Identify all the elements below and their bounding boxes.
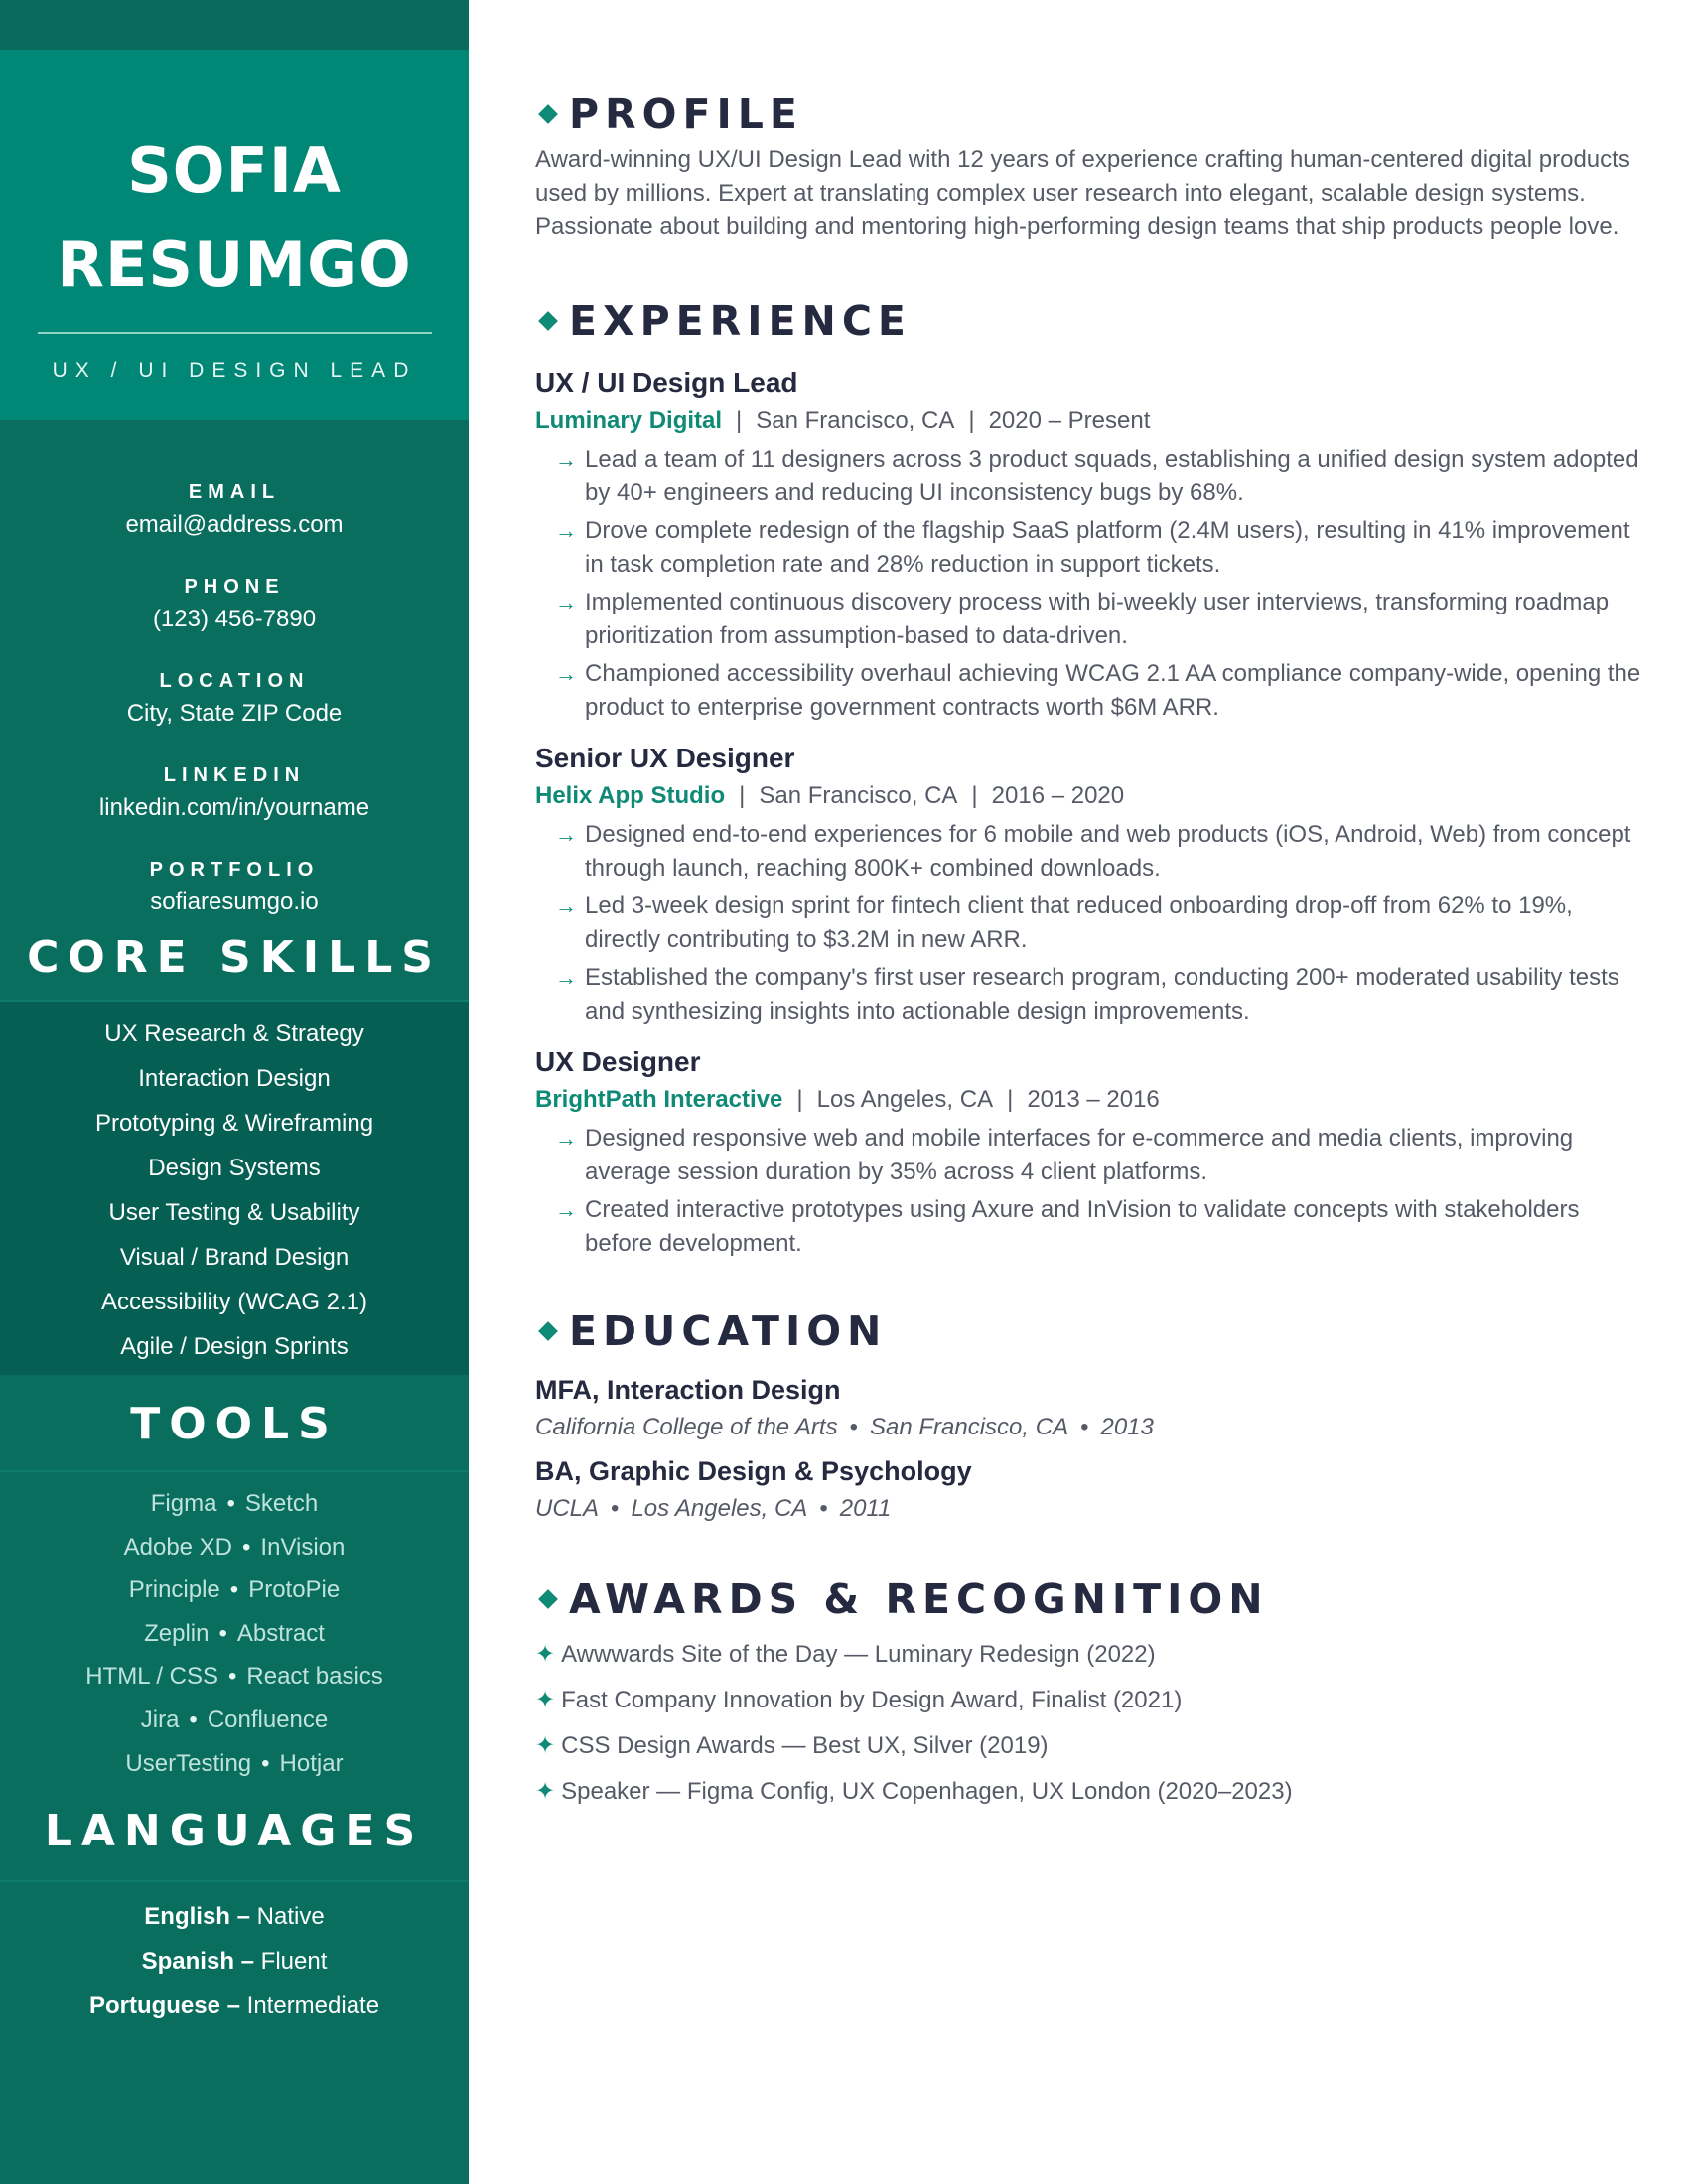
bullet-item xyxy=(535,818,1647,886)
graduation-year: 2011 xyxy=(839,1495,892,1522)
profile-section xyxy=(535,0,1647,244)
bullet-item xyxy=(535,889,1647,957)
skill-item: Prototyping & Wireframing xyxy=(94,1110,374,1137)
tool-name: Zeplin xyxy=(144,1619,210,1647)
meta-separator: | xyxy=(968,407,975,434)
bullet-text: Established the company's first user research program, conducting 200+ moderated usability tests and synthesizing insights into actionable design improvements. xyxy=(585,964,1619,1024)
tools-heading: TOOLS xyxy=(130,1399,339,1449)
arrow-right-icon: → xyxy=(555,518,577,543)
job-entry xyxy=(535,363,1647,725)
meta-separator: | xyxy=(736,407,743,434)
tool-separator: • xyxy=(229,1576,239,1604)
job-bullets xyxy=(535,818,1647,1028)
tool-name: Confluence xyxy=(207,1706,329,1733)
contact-linkedin xyxy=(0,763,469,824)
award-text: Speaker — Figma Config, UX Copenhagen, UX London (2020–2023) xyxy=(561,1778,1293,1805)
tool-name: React basics xyxy=(246,1663,383,1691)
job-entry xyxy=(535,1042,1647,1261)
award-item xyxy=(535,1632,1647,1678)
language-level: Intermediate xyxy=(246,1992,380,2020)
skill-item: User Testing & Usability xyxy=(108,1199,360,1226)
tool-name: HTML / CSS xyxy=(85,1663,218,1691)
location-value: City, State ZIP Code xyxy=(126,700,343,727)
school-location: San Francisco, CA xyxy=(870,1414,1069,1440)
bullet-text: Led 3-week design sprint for fintech client that reduced onboarding drop-off from 62% to 19%, directly contributing to $3.2M in new ARR. xyxy=(585,892,1573,953)
skill-item: UX Research & Strategy xyxy=(104,1021,364,1047)
profile-heading: PROFILE xyxy=(569,90,803,138)
experience-heading: EXPERIENCE xyxy=(569,297,912,344)
languages-list xyxy=(0,1882,469,2028)
arrow-right-icon: → xyxy=(555,1126,577,1151)
job-dates: 2016 – 2020 xyxy=(991,782,1125,809)
contact-section xyxy=(0,420,469,918)
core-skills-list xyxy=(0,1002,469,1375)
tool-name: Principle xyxy=(128,1576,220,1604)
meta-separator: | xyxy=(739,782,746,809)
section-heading xyxy=(535,89,1647,139)
info-separator: • xyxy=(611,1495,620,1522)
awards-list xyxy=(535,1632,1647,1815)
name-divider xyxy=(38,332,432,334)
language-name: Portuguese – xyxy=(88,1992,240,2020)
arrow-right-icon: → xyxy=(555,1197,577,1222)
education-section xyxy=(535,1306,1647,1527)
job-meta xyxy=(535,778,1647,814)
contact-label: PORTFOLIO xyxy=(149,859,320,881)
contact-label: LINKEDIN xyxy=(163,764,306,786)
education-info xyxy=(535,1410,1647,1445)
education-entry xyxy=(535,1451,1647,1527)
tool-name: InVision xyxy=(260,1533,346,1561)
bullet-item xyxy=(535,657,1647,725)
sparkle-icon: ✦ xyxy=(535,1687,556,1713)
linkedin-link[interactable]: linkedin.com/in/yourname xyxy=(98,794,370,821)
job-meta xyxy=(535,1082,1647,1118)
tools-list xyxy=(0,1472,469,1785)
main-content xyxy=(535,0,1647,1815)
award-text: Fast Company Innovation by Design Award, Finalist (2021) xyxy=(561,1687,1183,1713)
contact-portfolio xyxy=(0,858,469,918)
diamond-icon xyxy=(538,1589,558,1609)
sparkle-icon: ✦ xyxy=(535,1778,556,1805)
portfolio-link[interactable]: sofiaresumgo.io xyxy=(150,888,319,915)
job-location: San Francisco, CA xyxy=(759,782,958,809)
contact-label: EMAIL xyxy=(188,481,281,503)
award-item xyxy=(535,1678,1647,1723)
language-item xyxy=(0,1983,469,2028)
tool-row xyxy=(0,1569,469,1612)
skill-item: Interaction Design xyxy=(138,1065,331,1092)
job-entry xyxy=(535,739,1647,1028)
job-title: UX Designer xyxy=(535,1046,701,1077)
bullet-item xyxy=(535,1193,1647,1261)
bullet-item xyxy=(535,1122,1647,1189)
sidebar-top-band xyxy=(0,0,469,50)
skill-item: Accessibility (WCAG 2.1) xyxy=(100,1289,368,1315)
tool-separator: • xyxy=(218,1619,227,1647)
job-location: Los Angeles, CA xyxy=(816,1086,994,1113)
award-item xyxy=(535,1723,1647,1769)
tool-row xyxy=(0,1482,469,1526)
tool-name: UserTesting xyxy=(125,1749,252,1777)
job-meta xyxy=(535,403,1647,439)
contact-phone xyxy=(0,575,469,635)
language-name: Spanish – xyxy=(141,1948,254,1976)
section-heading xyxy=(535,1306,1647,1356)
meta-separator: | xyxy=(1007,1086,1014,1113)
job-bullets xyxy=(535,443,1647,725)
info-separator: • xyxy=(819,1495,828,1522)
tool-name: Figma xyxy=(150,1490,217,1517)
tool-row xyxy=(0,1526,469,1570)
tool-row xyxy=(0,1612,469,1656)
meta-separator: | xyxy=(796,1086,803,1113)
language-level: Fluent xyxy=(260,1948,328,1976)
awards-heading: AWARDS & RECOGNITION xyxy=(569,1575,1269,1623)
contact-email xyxy=(0,480,469,541)
award-text: CSS Design Awards — Best UX, Silver (2019) xyxy=(561,1732,1049,1759)
info-separator: • xyxy=(1080,1414,1089,1440)
tool-name: Sketch xyxy=(244,1490,319,1517)
job-dates: 2013 – 2016 xyxy=(1027,1086,1160,1113)
bullet-text: Designed responsive web and mobile interfaces for e-commerce and media clients, improving average session duration by 35% across 4 client platforms. xyxy=(585,1125,1574,1185)
education-heading: EDUCATION xyxy=(569,1307,888,1355)
skill-item: Design Systems xyxy=(148,1155,321,1181)
job-headline: UX / UI DESIGN LEAD xyxy=(52,359,417,382)
education-entry xyxy=(535,1370,1647,1445)
name-first: SOFIA xyxy=(127,134,342,206)
bullet-text: Championed accessibility overhaul achieving WCAG 2.1 AA compliance company-wide, opening the product to enterprise government contracts worth $6M ARR. xyxy=(585,660,1641,721)
tool-separator: • xyxy=(226,1490,235,1517)
award-text: Awwwards Site of the Day — Luminary Redesign (2022) xyxy=(561,1641,1156,1668)
diamond-icon xyxy=(538,311,558,331)
sparkle-icon: ✦ xyxy=(535,1641,556,1668)
bullet-item xyxy=(535,586,1647,653)
degree-title: BA, Graphic Design & Psychology xyxy=(535,1456,972,1486)
arrow-right-icon: → xyxy=(555,447,577,472)
arrow-right-icon: → xyxy=(555,661,577,686)
company-name: BrightPath Interactive xyxy=(535,1086,783,1113)
tool-name: Abstract xyxy=(236,1619,325,1647)
contact-location xyxy=(0,669,469,730)
school-name: California College of the Arts xyxy=(535,1414,838,1440)
language-level: Native xyxy=(256,1903,325,1931)
bullet-text: Implemented continuous discovery process with bi-weekly user interviews, transforming roadmap prioritization from assumption-based to data-driven. xyxy=(585,589,1610,649)
bullet-text: Lead a team of 11 designers across 3 product squads, establishing a unified design system adopted by 40+ engineers and reducing UI inconsistency bugs by 68%. xyxy=(585,446,1639,506)
company-name: Helix App Studio xyxy=(535,782,726,809)
tool-row xyxy=(0,1742,469,1786)
tool-separator: • xyxy=(228,1663,237,1691)
language-item xyxy=(0,1939,469,1983)
tool-name: Jira xyxy=(140,1706,180,1733)
tool-separator: • xyxy=(242,1533,251,1561)
skill-item: Agile / Design Sprints xyxy=(120,1333,349,1360)
tool-row xyxy=(0,1655,469,1699)
info-separator: • xyxy=(849,1414,858,1440)
phone-value[interactable]: (123) 456-7890 xyxy=(152,606,317,632)
company-name: Luminary Digital xyxy=(535,407,723,434)
diamond-icon xyxy=(538,1321,558,1341)
skill-item: Visual / Brand Design xyxy=(119,1244,350,1271)
bullet-item xyxy=(535,961,1647,1028)
bullet-text: Designed end-to-end experiences for 6 mobile and web products (iOS, Android, Web) from concept through launch, reaching 800K+ combined downloads. xyxy=(585,821,1631,882)
tool-separator: • xyxy=(189,1706,198,1733)
tool-row xyxy=(0,1699,469,1742)
tool-name: ProtoPie xyxy=(248,1576,341,1604)
experience-section xyxy=(535,296,1647,1261)
sidebar xyxy=(0,0,469,2184)
contact-label: PHONE xyxy=(184,576,285,598)
arrow-right-icon: → xyxy=(555,965,577,990)
job-dates: 2020 – Present xyxy=(988,407,1151,434)
bullet-item xyxy=(535,443,1647,510)
meta-separator: | xyxy=(971,782,978,809)
section-heading xyxy=(535,1574,1647,1624)
job-title: UX / UI Design Lead xyxy=(535,367,798,398)
school-location: Los Angeles, CA xyxy=(631,1495,808,1522)
school-name: UCLA xyxy=(535,1495,600,1522)
arrow-right-icon: → xyxy=(555,822,577,847)
job-location: San Francisco, CA xyxy=(756,407,955,434)
profile-summary: Award-winning UX/UI Design Lead with 12 years of experience crafting human-centered digital products used by millions. Expert at translating complex user research into elegant, scalable design systems. Passionate about building and mentoring high-performing design teams that ship products people love. xyxy=(535,146,1630,240)
name-last: RESUMGO xyxy=(57,228,412,301)
tool-name: Adobe XD xyxy=(123,1533,233,1561)
awards-section xyxy=(535,1574,1647,1815)
job-bullets xyxy=(535,1122,1647,1261)
arrow-right-icon: → xyxy=(555,590,577,614)
bullet-item xyxy=(535,514,1647,582)
core-skills-heading: CORE SKILLS xyxy=(27,932,442,983)
language-item xyxy=(0,1894,469,1939)
job-title: Senior UX Designer xyxy=(535,743,795,773)
tool-separator: • xyxy=(261,1749,270,1777)
languages-heading: LANGUAGES xyxy=(44,1806,425,1857)
bullet-text: Created interactive prototypes using Axure and InVision to validate concepts with stakeholders before development. xyxy=(585,1196,1580,1257)
graduation-year: 2013 xyxy=(1100,1414,1154,1440)
sparkle-icon: ✦ xyxy=(535,1732,556,1759)
email-value[interactable]: email@address.com xyxy=(125,511,344,538)
arrow-right-icon: → xyxy=(555,893,577,918)
contact-label: LOCATION xyxy=(159,670,310,692)
bullet-text: Drove complete redesign of the flagship SaaS platform (2.4M users), resulting in 41% improvement in task completion rate and 28% reduction in support tickets. xyxy=(585,517,1630,578)
diamond-icon xyxy=(538,104,558,124)
section-heading xyxy=(535,296,1647,345)
award-item xyxy=(535,1769,1647,1815)
name-header xyxy=(0,50,469,420)
degree-title: MFA, Interaction Design xyxy=(535,1375,841,1405)
language-name: English – xyxy=(144,1903,250,1931)
education-info xyxy=(535,1491,1647,1527)
tool-name: Hotjar xyxy=(279,1749,344,1777)
